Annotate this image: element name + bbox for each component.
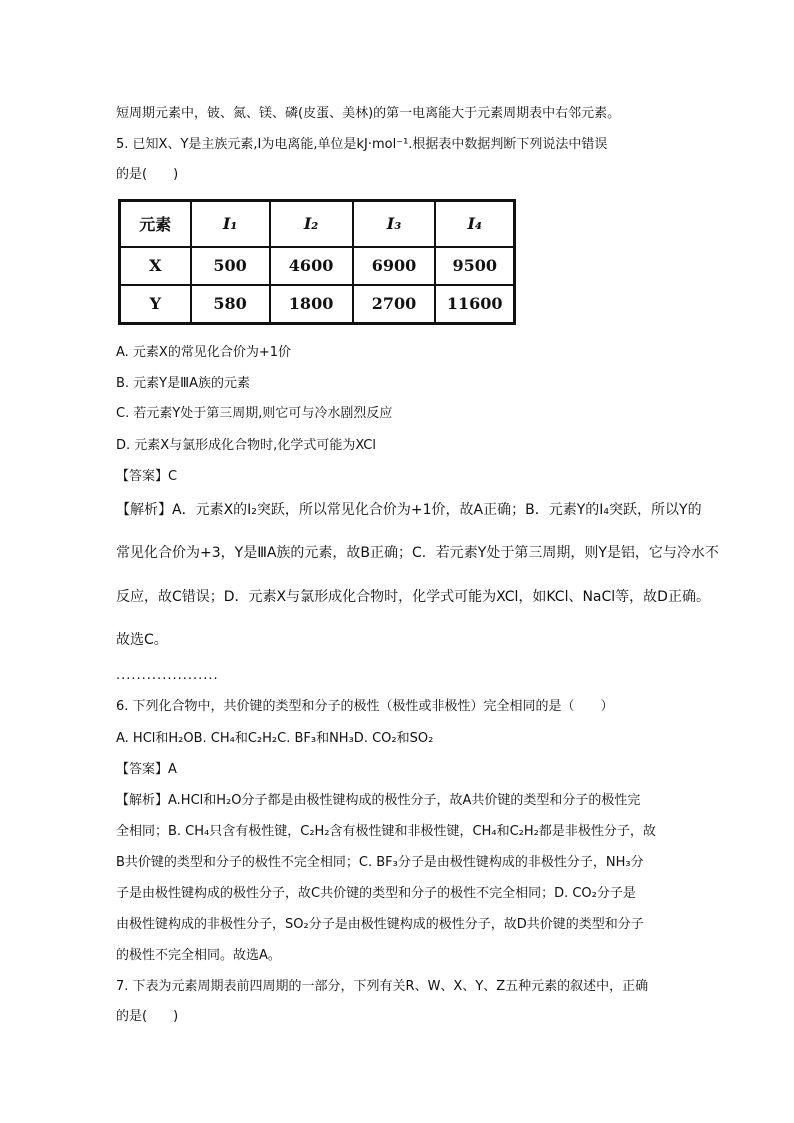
question-7-line2: 的是( ) xyxy=(116,1009,179,1024)
line-intro: 短周期元素中，铍、氮、镁、磷(皮蛋、美林)的第一电离能大于元素周期表中右邻元素。 xyxy=(116,106,621,121)
option-c: C. 若元素Y处于第三周期,则它可与冷水剧烈反应 xyxy=(116,406,393,421)
explanation-5-line2: 常见化合价为+3，Y是ⅢA族的元素，故B正确；C．若元素Y处于第三周期，则Y是铝，它与冷水不 xyxy=(116,545,719,561)
explanation-6-line2: 全相同；B. CH₄只含有极性键，C₂H₂含有极性键和非极性键，CH₄和C₂H₂都是非极性分子，故 xyxy=(116,824,656,839)
table-header-cell: 元素 xyxy=(120,201,191,247)
question-7-line1: 7. 下表为元素周期表前四周期的一部分，下列有关R、W、X、Y、Z五种元素的叙述中，正确 xyxy=(116,979,649,994)
table-cell: 6900 xyxy=(353,247,436,285)
table-cell: X xyxy=(120,247,191,285)
ionization-energy-table xyxy=(118,199,516,325)
dotted-separator: .................... xyxy=(116,668,219,683)
table-row xyxy=(120,285,515,324)
question-5-line1: 5. 已知X、Y是主族元素,I为电离能,单位是kJ·mol⁻¹.根据表中数据判断下列说法中错误 xyxy=(116,137,608,152)
table-header-row xyxy=(120,201,515,247)
table-cell: 11600 xyxy=(435,285,514,324)
option-b: B. 元素Y是ⅢA族的元素 xyxy=(116,376,250,391)
table-row xyxy=(120,247,515,285)
table-header-cell: I₃ xyxy=(353,201,436,247)
table-header-cell: I₁ xyxy=(191,201,270,247)
answer-5: 【答案】C xyxy=(116,469,178,484)
explanation-5-line3: 反应，故C错误；D．元素X与氯形成化合物时，化学式可能为XCl，如KCl、NaCl等，故D正确。 xyxy=(116,589,710,605)
question-6-options: A. HCl和H₂OB. CH₄和C₂H₂C. BF₃和NH₃D. CO₂和SO₂ xyxy=(116,731,434,746)
explanation-6-line6: 的极性不完全相同。故选A。 xyxy=(116,948,281,963)
question-5-line2: 的是( ) xyxy=(116,167,179,182)
explanation-5-line1: 【解析】A．元素X的I₂突跃，所以常见化合价为+1价，故A正确；B．元素Y的I₄突跃，所以Y的 xyxy=(116,502,702,518)
explanation-6-line5: 由极性键构成的非极性分子，SO₂分子是由极性键构成的极性分子，故D共价键的类型和分子 xyxy=(116,917,644,932)
table-cell: 1800 xyxy=(270,285,353,324)
table-cell: 4600 xyxy=(270,247,353,285)
explanation-6-line3: B共价键的类型和分子的极性不完全相同；C. BF₃分子是由极性键构成的非极性分子，NH₃分 xyxy=(116,855,644,870)
question-6: 6. 下列化合物中，共价键的类型和分子的极性（极性或非极性）完全相同的是（ ） xyxy=(116,699,614,714)
answer-6: 【答案】A xyxy=(116,762,177,777)
option-a: A. 元素X的常见化合价为+1价 xyxy=(116,345,291,360)
table-header-cell: I₄ xyxy=(435,201,514,247)
table-cell: 500 xyxy=(191,247,270,285)
explanation-5-line4: 故选C。 xyxy=(116,632,168,648)
table-cell: 2700 xyxy=(353,285,436,324)
explanation-6-line1: 【解析】A.HCl和H₂O分子都是由极性键构成的极性分子，故A共价键的类型和分子的极性完 xyxy=(116,793,641,808)
table-header-cell: I₂ xyxy=(270,201,353,247)
table-cell: 9500 xyxy=(435,247,514,285)
table-cell: 580 xyxy=(191,285,270,324)
table-cell: Y xyxy=(120,285,191,324)
explanation-6-line4: 子是由极性键构成的极性分子，故C共价键的类型和分子的极性不完全相同；D. CO₂分子是 xyxy=(116,886,636,901)
option-d: D. 元素X与氯形成化合物时,化学式可能为XCl xyxy=(116,438,376,453)
